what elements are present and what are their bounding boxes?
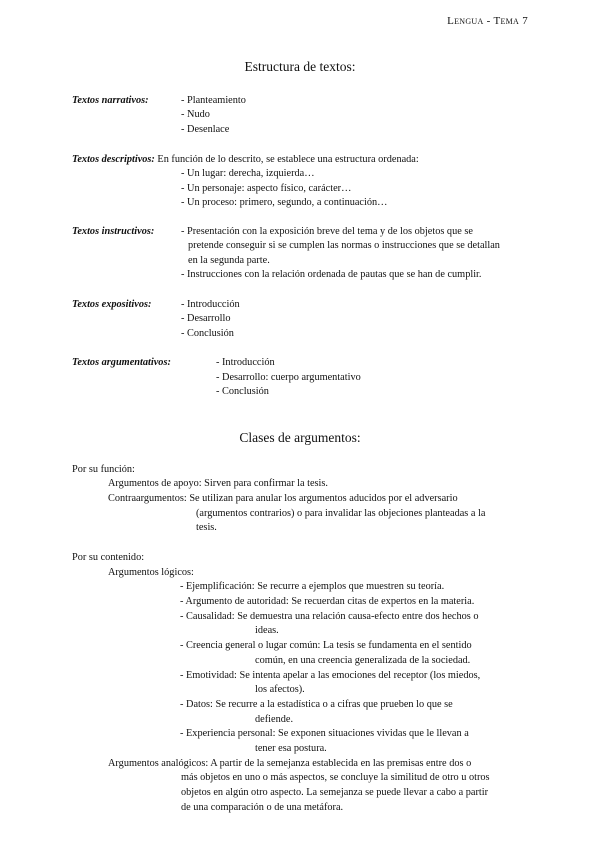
list-item: - Ejemplificación: Se recurre a ejemplos que muestren su teoría. (180, 581, 445, 592)
list-item: - Introducción (216, 357, 275, 368)
argumentos-analogicos-continuation: objetos en algún otro aspecto. La semejanza se puede llevar a cabo a partir (181, 787, 489, 798)
list-item-continuation: tener esa postura. (255, 743, 327, 754)
list-item-continuation: ideas. (255, 625, 279, 636)
argumentos-analogicos-continuation: más objetos en uno o más aspectos, se concluye la similitud de otro u otros (181, 772, 490, 783)
list-item: - Nudo (181, 109, 210, 120)
contraargumentos-continuation: (argumentos contrarios) o para invalidar las objeciones planteadas a la (196, 508, 486, 519)
list-item: - Conclusión (181, 328, 234, 339)
list-item: - Conclusión (216, 386, 269, 397)
list-item: - Un personaje: aspecto físico, carácter… (181, 183, 352, 194)
list-item: - Desarrollo: cuerpo argumentativo (216, 372, 361, 383)
label-por-su-contenido: Por su contenido: (72, 552, 145, 563)
contraargumentos-continuation: tesis. (196, 522, 217, 533)
label-argumentos-logicos: Argumentos lógicos: (108, 567, 194, 578)
list-item: - Desenlace (181, 124, 230, 135)
label-argumentativos: Textos argumentativos: (72, 357, 171, 368)
label-instructivos: Textos instructivos: (72, 226, 155, 237)
list-item: - Un lugar: derecha, izquierda… (181, 168, 315, 179)
list-item-continuation: común, en una creencia generalizada de la sociedad. (255, 655, 471, 666)
label-narrativos: Textos narrativos: (72, 95, 149, 106)
argumentos-analogicos-continuation: de una comparación o de una metáfora. (181, 802, 344, 813)
list-item: - Introducción (181, 299, 240, 310)
list-item: - Instrucciones con la relación ordenada de pautas que se han de cumplir. (181, 269, 482, 280)
list-item-continuation: defiende. (255, 714, 294, 725)
list-item: - Argumento de autoridad: Se recuerdan citas de expertos en la materia. (180, 596, 475, 607)
descriptivos-intro: En función de lo descrito, se establece una estructura ordenada: (157, 154, 419, 165)
list-item: - Desarrollo (181, 313, 231, 324)
label-por-su-funcion: Por su función: (72, 464, 135, 475)
argumentos-apoyo: Argumentos de apoyo: Sirven para confirmar la tesis. (108, 478, 328, 489)
list-item: - Datos: Se recurre a la estadística o a cifras que prueben lo que se (180, 699, 453, 710)
list-item-continuation: los afectos). (255, 684, 305, 695)
label-descriptivos: Textos descriptivos: (72, 154, 155, 165)
label-expositivos: Textos expositivos: (72, 299, 152, 310)
list-item-continuation: en la segunda parte. (188, 255, 270, 266)
list-item: - Causalidad: Se demuestra una relación causa-efecto entre dos hechos o (180, 611, 479, 622)
list-item: - Planteamiento (181, 95, 246, 106)
list-item-continuation: pretende conseguir si se cumplen las normas o instrucciones que se detallan (188, 240, 500, 251)
contraargumentos: Contraargumentos: Se utilizan para anular los argumentos aducidos por el adversario (108, 493, 458, 504)
argumentos-analogicos: Argumentos analógicos: A partir de la semejanza establecida en las premisas entre dos o (108, 758, 472, 769)
section-title-clases: Clases de argumentos: (239, 430, 361, 445)
list-item: - Un proceso: primero, segundo, a continuación… (181, 197, 388, 208)
section-title-estructura: Estructura de textos: (244, 59, 356, 74)
page-header: Lengua - Tema 7 (447, 15, 528, 27)
list-item: - Creencia general o lugar común: La tesis se fundamenta en el sentido (180, 640, 472, 651)
list-item: - Presentación con la exposición breve del tema y de los objetos que se (181, 226, 473, 237)
list-item: - Emotividad: Se intenta apelar a las emociones del receptor (los miedos, (180, 670, 481, 681)
list-item: - Experiencia personal: Se exponen situaciones vividas que le llevan a (180, 728, 469, 739)
